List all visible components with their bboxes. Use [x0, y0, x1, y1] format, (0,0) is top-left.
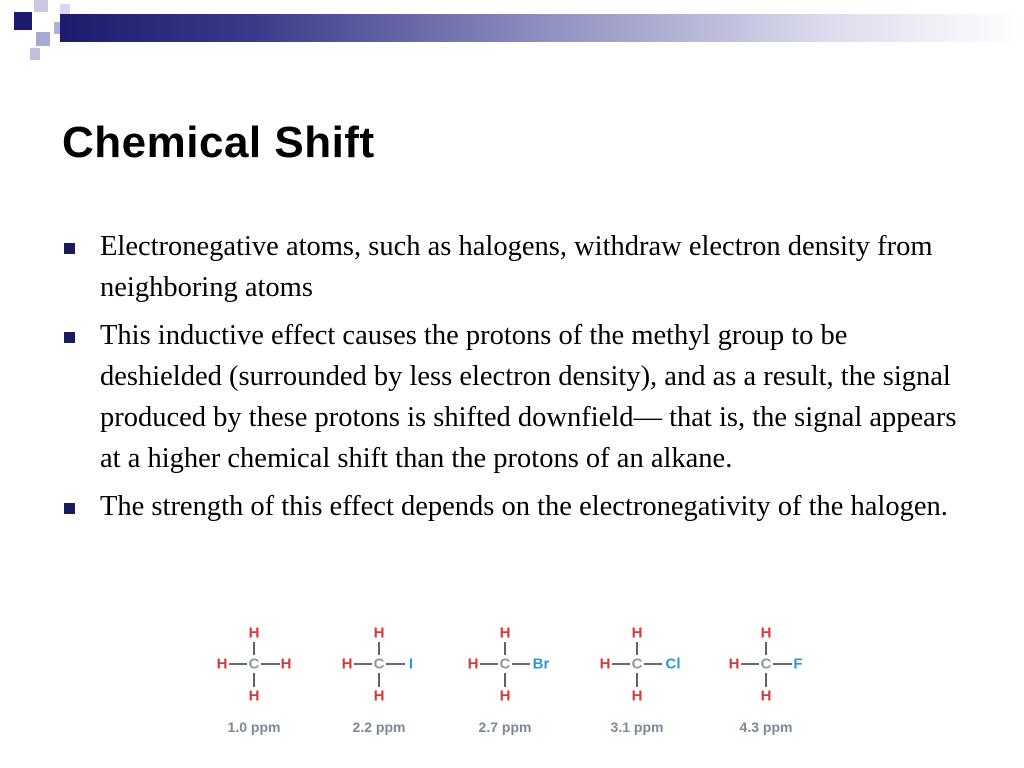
deco-square — [30, 48, 40, 60]
bullet-item — [62, 486, 962, 527]
chemical-shift-label: 1.0 ppm — [227, 719, 281, 735]
hydrogen-atom-bottom: H — [631, 687, 643, 705]
hydrogen-atom-top: H — [499, 624, 511, 642]
bullet-item — [62, 226, 962, 308]
substituent-atom-right: I — [408, 655, 414, 673]
substituent-atom-right: F — [793, 655, 803, 673]
hydrogen-atom-left: H — [599, 655, 611, 673]
deco-square — [14, 12, 32, 30]
hydrogen-atom-bottom: H — [760, 687, 772, 705]
hydrogen-atom-bottom: H — [248, 687, 260, 705]
slide-title: Chemical Shift — [62, 118, 375, 167]
substituent-atom-right: Br — [532, 655, 550, 673]
chemical-shift-label: 2.2 ppm — [352, 719, 406, 735]
hydrogen-atom-top: H — [760, 624, 772, 642]
deco-square — [60, 4, 70, 14]
square-bullet-icon — [64, 332, 75, 343]
bullet-text: Electronegative atoms, such as halogens, withdraw electron density from neighboring atoms — [100, 231, 933, 303]
square-bullet-icon — [64, 503, 75, 514]
hydrogen-atom-top: H — [631, 624, 643, 642]
bullet-item — [62, 315, 962, 479]
hydrogen-atom-bottom: H — [499, 687, 511, 705]
substituent-atom-right: Cl — [665, 655, 681, 673]
carbon-atom: C — [631, 655, 643, 673]
carbon-atom: C — [248, 655, 260, 673]
header-gradient-bar — [60, 14, 1024, 42]
hydrogen-atom-top: H — [248, 624, 260, 642]
hydrogen-atom-left: H — [216, 655, 228, 673]
hydrogen-atom-left: H — [467, 655, 479, 673]
carbon-atom: C — [760, 655, 772, 673]
deco-square — [34, 0, 48, 12]
bullet-text: The strength of this effect depends on the electronegativity of the halogen. — [100, 491, 948, 522]
chemical-shift-label: 4.3 ppm — [739, 719, 793, 735]
chemical-shift-label: 3.1 ppm — [610, 719, 664, 735]
hydrogen-atom-top: H — [373, 624, 385, 642]
deco-square — [36, 32, 50, 46]
hydrogen-atom-left: H — [341, 655, 353, 673]
square-bullet-icon — [64, 243, 75, 254]
bullet-list — [62, 226, 962, 534]
carbon-atom: C — [373, 655, 385, 673]
hydrogen-atom-bottom: H — [373, 687, 385, 705]
hydrogen-atom-left: H — [728, 655, 740, 673]
bullet-text: This inductive effect causes the protons of the methyl group to be deshielded (surrounded by less electron density), and as a result, the signal produced by these protons is shifted downfield— that is, the signal appears at a higher chemical shift than the protons of an alkane. — [100, 320, 957, 474]
substituent-atom-right: H — [280, 655, 292, 673]
carbon-atom: C — [499, 655, 511, 673]
chemical-shift-label: 2.7 ppm — [478, 719, 532, 735]
